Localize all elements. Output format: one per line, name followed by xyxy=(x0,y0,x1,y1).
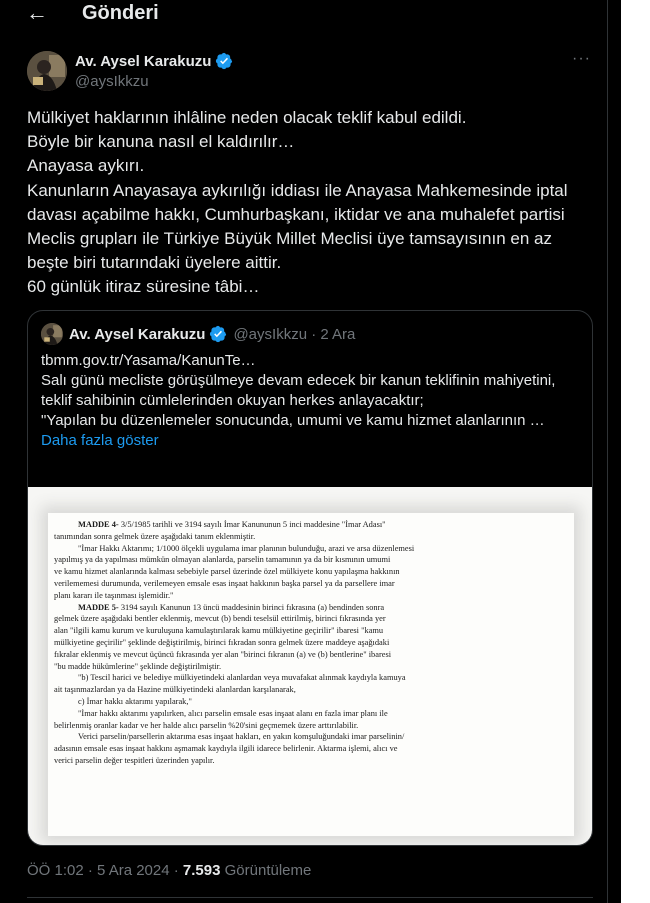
document-line xyxy=(54,743,568,755)
quoted-author[interactable] xyxy=(69,325,355,343)
document-line-text: mülkiyetine geçirilir" şeklinde değiştirilmiş, birinci fıkradan sonra gelmek üzere maddeye aşağıdaki xyxy=(54,637,390,647)
document-line-text: 3194 sayılı Kanunun 13 üncü maddesinin birinci fıkrasına (a) bendinden sonra xyxy=(118,602,385,612)
author-avatar[interactable] xyxy=(27,51,67,91)
quoted-line: "Yapılan bu düzenlemeler sonucunda, umumi ve kamu hizmet alanlarının … xyxy=(41,412,545,429)
document-line-text: "b) Tescil harici ve belediye mülkiyetindeki alanlardan veya muvafakat alınmak kaydıyla kamuya xyxy=(78,673,406,683)
document-line-text: belirlenmiş oranlar kadar ve her halde alıcı parselin %20'sini geçmemek üzere arttırılabilir. xyxy=(54,720,359,730)
document-line xyxy=(54,625,568,637)
verified-badge-icon xyxy=(209,325,227,343)
document-line xyxy=(54,531,568,543)
article-heading: MADDE 5- xyxy=(78,602,119,612)
verified-badge-icon xyxy=(215,52,233,70)
document-line-text: "İmar hakkı aktarımı yapılırken, alıcı parselin emsale esas inşaat alanı en fazla imar planı ile xyxy=(78,708,388,718)
document-line-text: 3/5/1985 tarihli ve 3194 sayılı İmar Kanununun 5 inci maddesine "İmar Adası" xyxy=(118,520,386,529)
page-title: Gönderi xyxy=(82,2,159,24)
divider xyxy=(27,897,593,898)
document-line-text: adasının emsale esas inşaat hakkını aşmamak kaydıyla ilgili idarece belirlenir. Aktarma işlemi, alıcı ve xyxy=(54,744,398,754)
tweet-line: beşte biri tutarındaki üyelere aittir. xyxy=(27,253,282,273)
back-arrow-icon[interactable]: ← xyxy=(26,0,48,25)
document-line-text: "bu madde hükümlerine" şeklinde değiştirilmiştir. xyxy=(54,661,222,671)
document-line xyxy=(54,554,568,566)
document-line xyxy=(54,755,568,767)
more-options-icon[interactable]: ··· xyxy=(572,50,591,67)
quoted-author-name: Av. Aysel Karakuzu xyxy=(69,325,206,343)
tweet-line: 60 günlük itiraz süresine tâbi… xyxy=(27,277,260,297)
document-line xyxy=(54,649,568,661)
document-line xyxy=(54,720,568,732)
document-line-text: c) İmar hakkı aktarımı yapılarak," xyxy=(78,696,192,706)
tweet-line: Anayasa aykırı. xyxy=(27,156,145,176)
author-handle[interactable]: @aysIkkzu xyxy=(75,73,149,90)
document-line-text: gelmek üzere aşağıdaki bentler eklenmiş, mevcut (b) bendi teselsül ettirilmiş, birinci fıkrasında yer xyxy=(54,614,386,624)
document-line-text: ait taşınmazlardan ya da Hazine mülkiyetindeki alanlardan karşılanarak, xyxy=(54,685,296,695)
views-label: Görüntüleme xyxy=(220,862,312,879)
quoted-meta: @aysIkkzu · 2 Ara xyxy=(233,325,356,343)
document-line-text: yapılmış ya da yapılması mümkün olmayan alanlarda, parselin tamamının ya da bir kısmının umumi xyxy=(54,555,391,565)
document-line-text: Verici parselin/parsellerin aktarıma esas inşaat hakları, en yakın komşuluğundaki imar parselinin/ xyxy=(78,732,405,742)
tweet-line: Kanunların Anayasaya aykırılığı iddiası ile Anayasa Mahkemesinde iptal xyxy=(27,180,568,200)
document-line-text: tanımından sonra gelmek üzere aşağıdaki tanım eklenmiştir. xyxy=(54,531,256,541)
document-line-text: ve kamu hizmet alanlarında kalması sebebiyle parsel üzerinde özel mülkiyete konu yapılaşma hakkının xyxy=(54,567,400,577)
document-line xyxy=(54,696,568,708)
tweet-line: Böyle bir kanuna nasıl el kaldırılır… xyxy=(27,132,295,152)
document-line xyxy=(54,519,568,531)
tweet-line: davası açabilme hakkı, Cumhurbaşkanı, iktidar ve ana muhalefet partisi xyxy=(27,204,565,224)
page-header xyxy=(0,0,607,30)
tweet-text xyxy=(27,106,592,300)
author-name[interactable] xyxy=(75,52,233,70)
article-heading: MADDE 4- xyxy=(78,520,119,529)
document-line xyxy=(54,672,568,684)
timestamp[interactable]: ÖÖ 1:02 · 5 Ara 2024 · xyxy=(27,862,183,879)
column-divider xyxy=(607,0,608,903)
show-more-link[interactable]: Daha fazla göster xyxy=(41,432,159,449)
quoted-link[interactable]: tbmm.gov.tr/Yasama/KanunTe… xyxy=(41,352,256,369)
document-line xyxy=(54,543,568,555)
document-line xyxy=(54,731,568,743)
quoted-line: teklif sahibinin cümlelerinden okuyan herkes anlayacaktır; xyxy=(41,392,424,409)
document-line-text: fıkralar eklenmiş ve mevcut üçüncü fıkrasında yer alan "birinci fıkranın (a) ve (b) bentlerine" ibaresi xyxy=(54,649,392,659)
document-line xyxy=(54,708,568,720)
document-line xyxy=(54,637,568,649)
document-image[interactable] xyxy=(28,487,592,846)
document-line xyxy=(54,661,568,673)
document-line xyxy=(54,566,568,578)
quoted-line: Salı günü mecliste görüşülmeye devam edecek bir kanun teklifinin mahiyetini, xyxy=(41,372,556,389)
quoted-text xyxy=(41,351,586,451)
quoted-tweet-card[interactable] xyxy=(27,310,593,846)
document-line xyxy=(54,590,568,602)
document-line-text: "İmar Hakkı Aktarımı; 1/1000 ölçekli uygulama imar planının bulunduğu, arazi ve arsa düzenlemesi xyxy=(78,543,415,553)
document-line-text: alan "ilgili kamu kurum ve kuruluşuna kamulaştırılarak kamu mülkiyetine geçirilir" ibaresi "kamu xyxy=(54,626,384,636)
document-line-text: verilememesi durumunda, verilemeyen emsale esas inşaat hakkının başka parsel ya da parsellere imar xyxy=(54,578,395,588)
document-line-text: planı kararı ile taşınması işlemidir." xyxy=(54,590,174,600)
tweet-line: Mülkiyet haklarının ihlâline neden olacak teklif kabul edildi. xyxy=(27,108,467,127)
document-line xyxy=(54,578,568,590)
document-line-text: verici parselin değer tespitleri üzerinden yapılır. xyxy=(54,755,215,765)
tweet-line: Meclis grupları ile Türkiye Büyük Millet Meclisi üye tamsayısının en az xyxy=(27,229,552,249)
author-name-text: Av. Aysel Karakuzu xyxy=(75,52,212,70)
view-count: 7.593 xyxy=(182,862,221,879)
quoted-author-avatar[interactable] xyxy=(41,323,63,345)
document-line xyxy=(54,602,568,614)
document-line xyxy=(54,684,568,696)
tweet-footer xyxy=(27,862,311,879)
document-line xyxy=(54,613,568,625)
document-page xyxy=(48,513,574,836)
